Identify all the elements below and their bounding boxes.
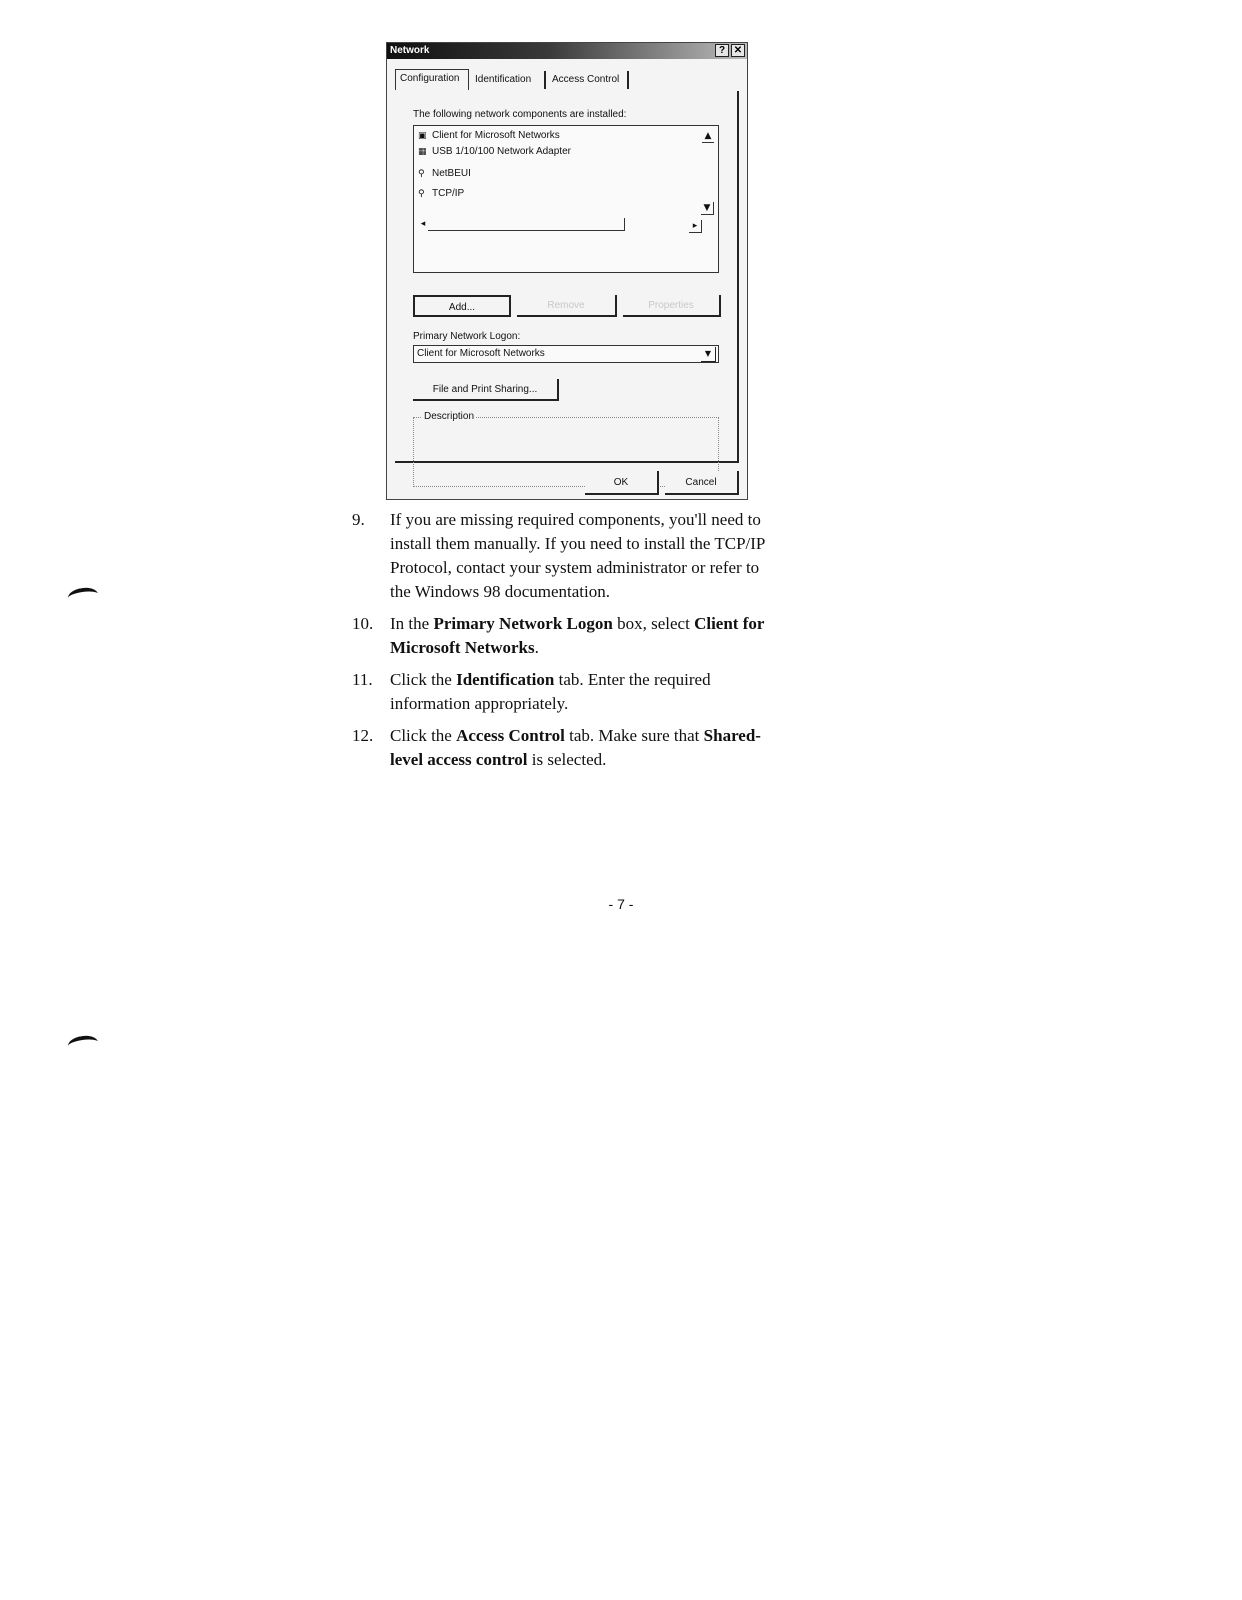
protocol-icon: ⚲ [418,169,425,179]
description-label: Description [424,411,475,422]
step-item [352,612,782,660]
tab-identification[interactable] [471,71,546,89]
step-text-bold: Primary Network Logon [433,614,613,633]
step-text-bold: Access Control [456,726,565,745]
add-button[interactable]: Add... [413,295,511,317]
dialog-titlebar[interactable] [387,43,747,59]
step-text: tab. Make sure that [564,726,704,745]
binder-hole-mark [67,586,99,606]
list-item-label: TCP/IP [432,188,465,199]
tab-configuration[interactable] [395,69,469,90]
scroll-right-icon[interactable]: ▸ [689,220,702,233]
step-text-bold: Identification [456,670,555,689]
components-list[interactable] [413,125,719,273]
step-text: is selected. [527,750,607,769]
horizontal-scrollbar[interactable] [428,218,625,231]
step-text: Click the [390,670,457,689]
tab-label: Configuration [400,73,460,84]
step-text: box, select [612,614,695,633]
close-button[interactable]: ✕ [731,44,745,57]
instruction-steps [352,508,782,780]
client-icon: ▣ [418,131,427,141]
tab-access-control[interactable] [548,71,629,89]
list-item[interactable] [418,146,571,157]
chevron-down-icon[interactable]: ▼ [701,347,716,362]
primary-logon-label: Primary Network Logon: [413,331,521,342]
list-item[interactable] [418,130,560,141]
properties-button[interactable]: Properties [623,295,721,317]
tab-label: Identification [475,74,532,85]
step-number: 10. [352,614,374,633]
protocol-icon: ⚲ [418,189,425,199]
step-text-bold: Shared-level access control [390,726,761,769]
step-number: 9. [352,510,365,529]
ok-button[interactable]: OK [585,471,659,495]
step-text: In the [390,614,434,633]
binder-hole-mark [67,1034,99,1054]
list-item-label: NetBEUI [432,168,471,179]
list-item-label: USB 1/10/100 Network Adapter [432,146,571,157]
help-button[interactable]: ? [715,44,729,57]
step-text: Click the [390,726,457,745]
step-item [352,508,782,604]
step-text-bold: Client for Microsoft Networks [390,614,765,657]
network-adapter-icon: ▦ [418,147,427,157]
list-item-label: Client for Microsoft Networks [432,130,560,141]
primary-logon-value: Client for Microsoft Networks [417,348,545,359]
list-item[interactable] [418,188,464,199]
tab-label: Access Control [552,74,620,85]
step-item [352,724,782,772]
step-number: 12. [352,726,374,745]
step-number: 11. [352,670,373,689]
list-item[interactable] [418,168,471,179]
cancel-button[interactable]: Cancel [665,471,739,495]
installed-components-label: The following network components are installed: [413,109,627,120]
scroll-up-icon[interactable]: ▲ [702,130,714,143]
dialog-title: Network [390,45,430,56]
network-dialog [386,42,748,500]
primary-logon-select[interactable] [413,345,719,363]
remove-button[interactable]: Remove [517,295,617,317]
page-number: - 7 - [608,896,634,912]
step-text: If you are missing required components, you'll need to install them manually. If you need to install the TCP/IP Protocol, contact your system administrator or refer to the Windows 98 documentation. [390,510,765,601]
step-text: . [534,638,539,657]
step-text: tab. Enter the required information appropriately. [390,670,711,713]
step-item [352,668,782,716]
file-print-sharing-button[interactable]: File and Print Sharing... [413,379,559,401]
scroll-left-icon[interactable]: ◂ [420,219,426,229]
scroll-down-icon[interactable]: ▼ [701,202,714,215]
